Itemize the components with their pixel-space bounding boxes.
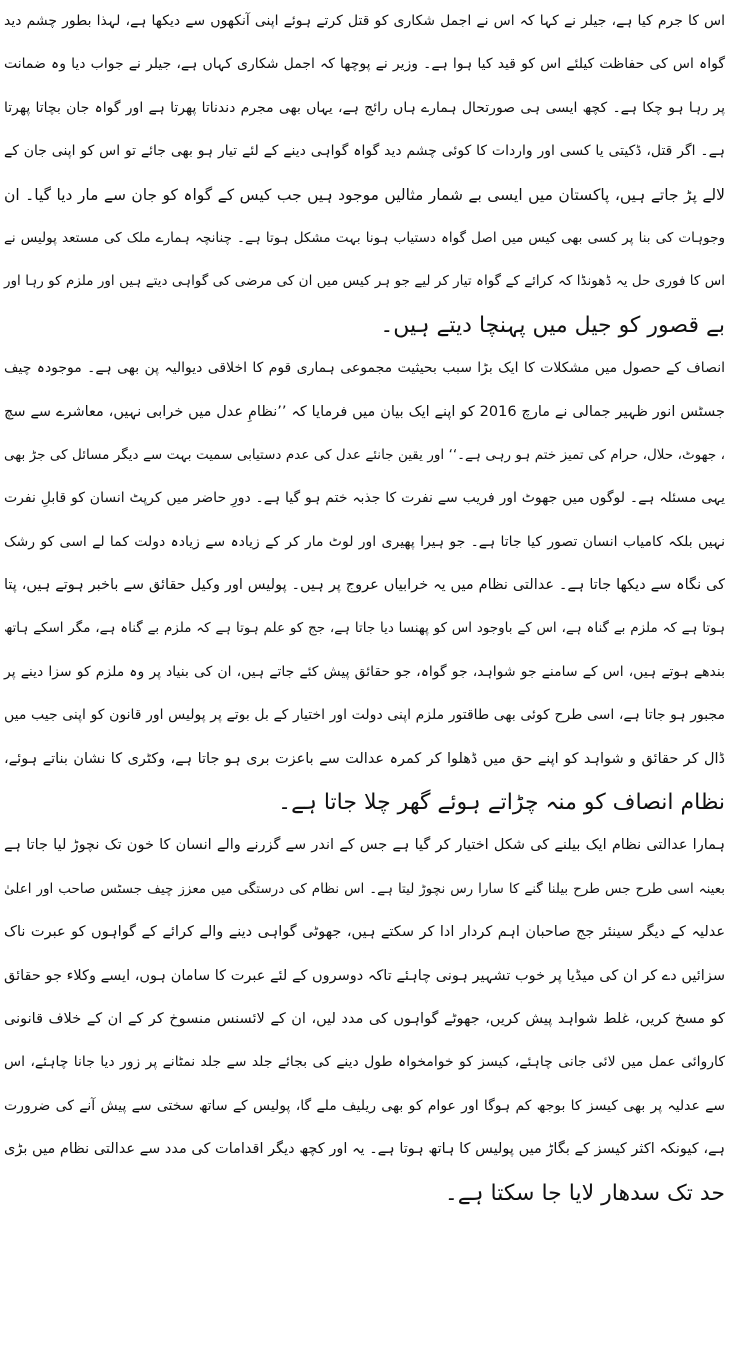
text-line: ، جھوٹ، حلال، حرام کی تمیز ختم ہو رہی ہے۔‘‘ اور یقین جانئے عدل کی عدم دستیابی سمیت بہت سے دیگر مسائل کی جڑ بھی	[4, 446, 725, 463]
text-line: پر رہا ہو چکا ہے۔ کچھ ایسی ہی صورتحال ہمارے ہاں رائج ہے، یہاں بھی مجرم دندناتا پھرتا ہے اور گواہ جان بچاتا پھرتا	[4, 99, 725, 116]
text-line: ہمارا عدالتی نظام ایک بیلنے کی شکل اختیار کر گیا ہے جس کے اندر سے گزرنے والے انسان کا خون تک نچوڑ لیا جاتا ہے	[4, 837, 725, 854]
text-line: نہیں بلکہ کامیاب انسان تصور کیا جاتا ہے۔ جو ہیرا پھیری اور لوٹ مار کر کے زیادہ سے زیادہ دولت کما لے اسی کو رشک	[4, 533, 725, 550]
text-line: بے قصور کو جیل میں پہنچا دیتے ہیں۔	[380, 312, 725, 338]
paragraph-2	[0, 347, 729, 824]
text-line: وجوہات کی بنا پر کسی بھی کیس میں اصل گواہ دستیاب ہونا بہت مشکل ہوتا ہے۔ چنانچہ ہمارے ملک کی مستعد پولیس نے	[4, 229, 725, 246]
text-line: جسٹس انور ظہیر جمالی نے مارچ 2016 کو اپنے ایک بیان میں فرمایا کہ ’’نظامِ عدل میں خرابی نہیں، معاشرے سے سچ	[4, 403, 725, 420]
text-line: اس کا جرم کیا ہے، جیلر نے کہا کہ اس نے اجمل شکاری کو قتل کرتے ہوئے اپنی آنکھوں سے دیکھا ہے، لہذا بطور چشم دید	[4, 13, 725, 29]
text-line: انصاف کے حصول میں مشکلات کا ایک بڑا سبب بحیثیت مجموعی ہماری قوم کا اخلاقی دیوالیہ پن بھی ہے۔ موجودہ چیف	[4, 360, 725, 377]
text-line: اس کا فوری حل یہ ڈھونڈا کہ کرائے کے گواہ تیار کر لیے جو ہر کیس میں ان کی مرضی کی گواہی دیتے ہیں اور ملزم کو رہا اور	[4, 273, 725, 290]
text-line: گواہ اس کی حفاظت کیلئے اس کو قید کیا ہوا ہے۔ وزیر نے پوچھا کہ اجمل شکاری کہاں ہے، جیلر نے جواب دیا وہ ضمانت	[4, 56, 725, 73]
text-line: ڈال کر حقائق و شواہد کو اپنے حق میں ڈھلوا کر کمرہ عدالت سے باعزت بری ہو جاتا ہے، وکٹری کا نشان بناتے ہوئے،	[4, 750, 725, 767]
text-line: یہی مسئلہ ہے۔ لوگوں میں جھوٹ اور فریب سے نفرت کا جذبہ ختم ہو گیا ہے۔ دورِ حاضر میں کرپٹ انسان کو قابلِ نفرت	[4, 490, 725, 507]
text-line: سے عدلیہ پر بھی کیسز کا بوجھ کم ہوگا اور عوام کو بھی ریلیف ملے گا، پولیس کے ساتھ سختی سے پیش آنے کی ضرورت	[4, 1097, 725, 1114]
text-line: سزائیں دے کر ان کی میڈیا پر خوب تشہیر ہونی چاہئے تاکہ دوسروں کے لئے عبرت کا سامان ہوں، ایسے وکلاء جو حقائق	[4, 967, 725, 984]
text-line: لالے پڑ جاتے ہیں، پاکستان میں ایسی بے شمار مثالیں موجود ہیں جب کیس کے گواہ کو جان سے مار دیا گیا۔ ان	[4, 185, 725, 204]
text-line: کاروائی عمل میں لائی جانی چاہئے، کیسز کو خوامخواہ طول دینے کی بجائے جلد سے جلد نمٹانے پر زور دیا جانا چاہئے، اس	[4, 1054, 725, 1071]
text-line: ہوتا ہے کہ ملزم بے گناہ ہے، اس کے باوجود اس کو پھنسا دیا جاتا ہے، جج کو علم ہوتا ہے کہ ملزم بے گناہ ہے، مگر اسکے ہاتھ	[4, 620, 725, 637]
paragraph-1	[0, 0, 729, 347]
text-line: کی نگاہ سے دیکھا جاتا ہے۔ عدالتی نظام میں یہ خرابیاں عروج پر ہیں۔ پولیس اور وکیل حقائق سے باخبر ہوتے ہیں، پتا	[4, 577, 725, 594]
text-line: بعینہ اسی طرح جس طرح بیلنا گنے کا سارا رس نچوڑ لیتا ہے۔ اس نظام کی درستگی میں معزز چیف جسٹس صاحب اور اعلیٰ	[4, 880, 725, 897]
text-line: نظام انصاف کو منہ چڑاتے ہوئے گھر چلا جاتا ہے۔	[278, 790, 725, 816]
text-line: عدلیہ کے دیگر سینئر جج صاحبان اہم کردار ادا کر سکتے ہیں، جھوٹی گواہی دینے والے کرائے کے گواہوں کو عبرت ناک	[4, 924, 725, 941]
text-line: کو مسخ کریں، غلط شواہد پیش کریں، جھوٹے گواہوں کی مدد لیں، ان کے لائسنس منسوخ کر کے ان کے خلاف قانونی	[4, 1010, 725, 1027]
text-line: ہے۔ اگر قتل، ڈکیتی یا کسی اور واردات کا کوئی چشم دید گواہ گواہی دینے کے لئے تیار ہو بھی جائے تو اس کو اپنی جان کے	[4, 143, 725, 160]
text-line: مجبور ہو جاتا ہے، اسی طرح کوئی بھی طاقتور ملزم اپنی دولت اور اختیار کے بل بوتے پر پولیس اور قانون کو اپنی جیب میں	[4, 707, 725, 724]
text-line: حد تک سدھار لایا جا سکتا ہے۔	[444, 1180, 725, 1206]
text-line: بندھے ہوتے ہیں، اس کے سامنے جو شواہد، جو گواہ، جو حقائق پیش کئے جاتے ہیں، ان کی بنیاد پر وہ ملزم کو سزا دینے پر	[4, 663, 725, 680]
text-line: ہے، کیونکہ اکثر کیسز کے بگاڑ میں پولیس کا ہاتھ ہوتا ہے۔ یہ اور کچھ دیگر اقدامات کی مدد سے عدالتی نظام میں بڑی	[4, 1141, 725, 1158]
paragraph-3	[0, 824, 729, 1215]
